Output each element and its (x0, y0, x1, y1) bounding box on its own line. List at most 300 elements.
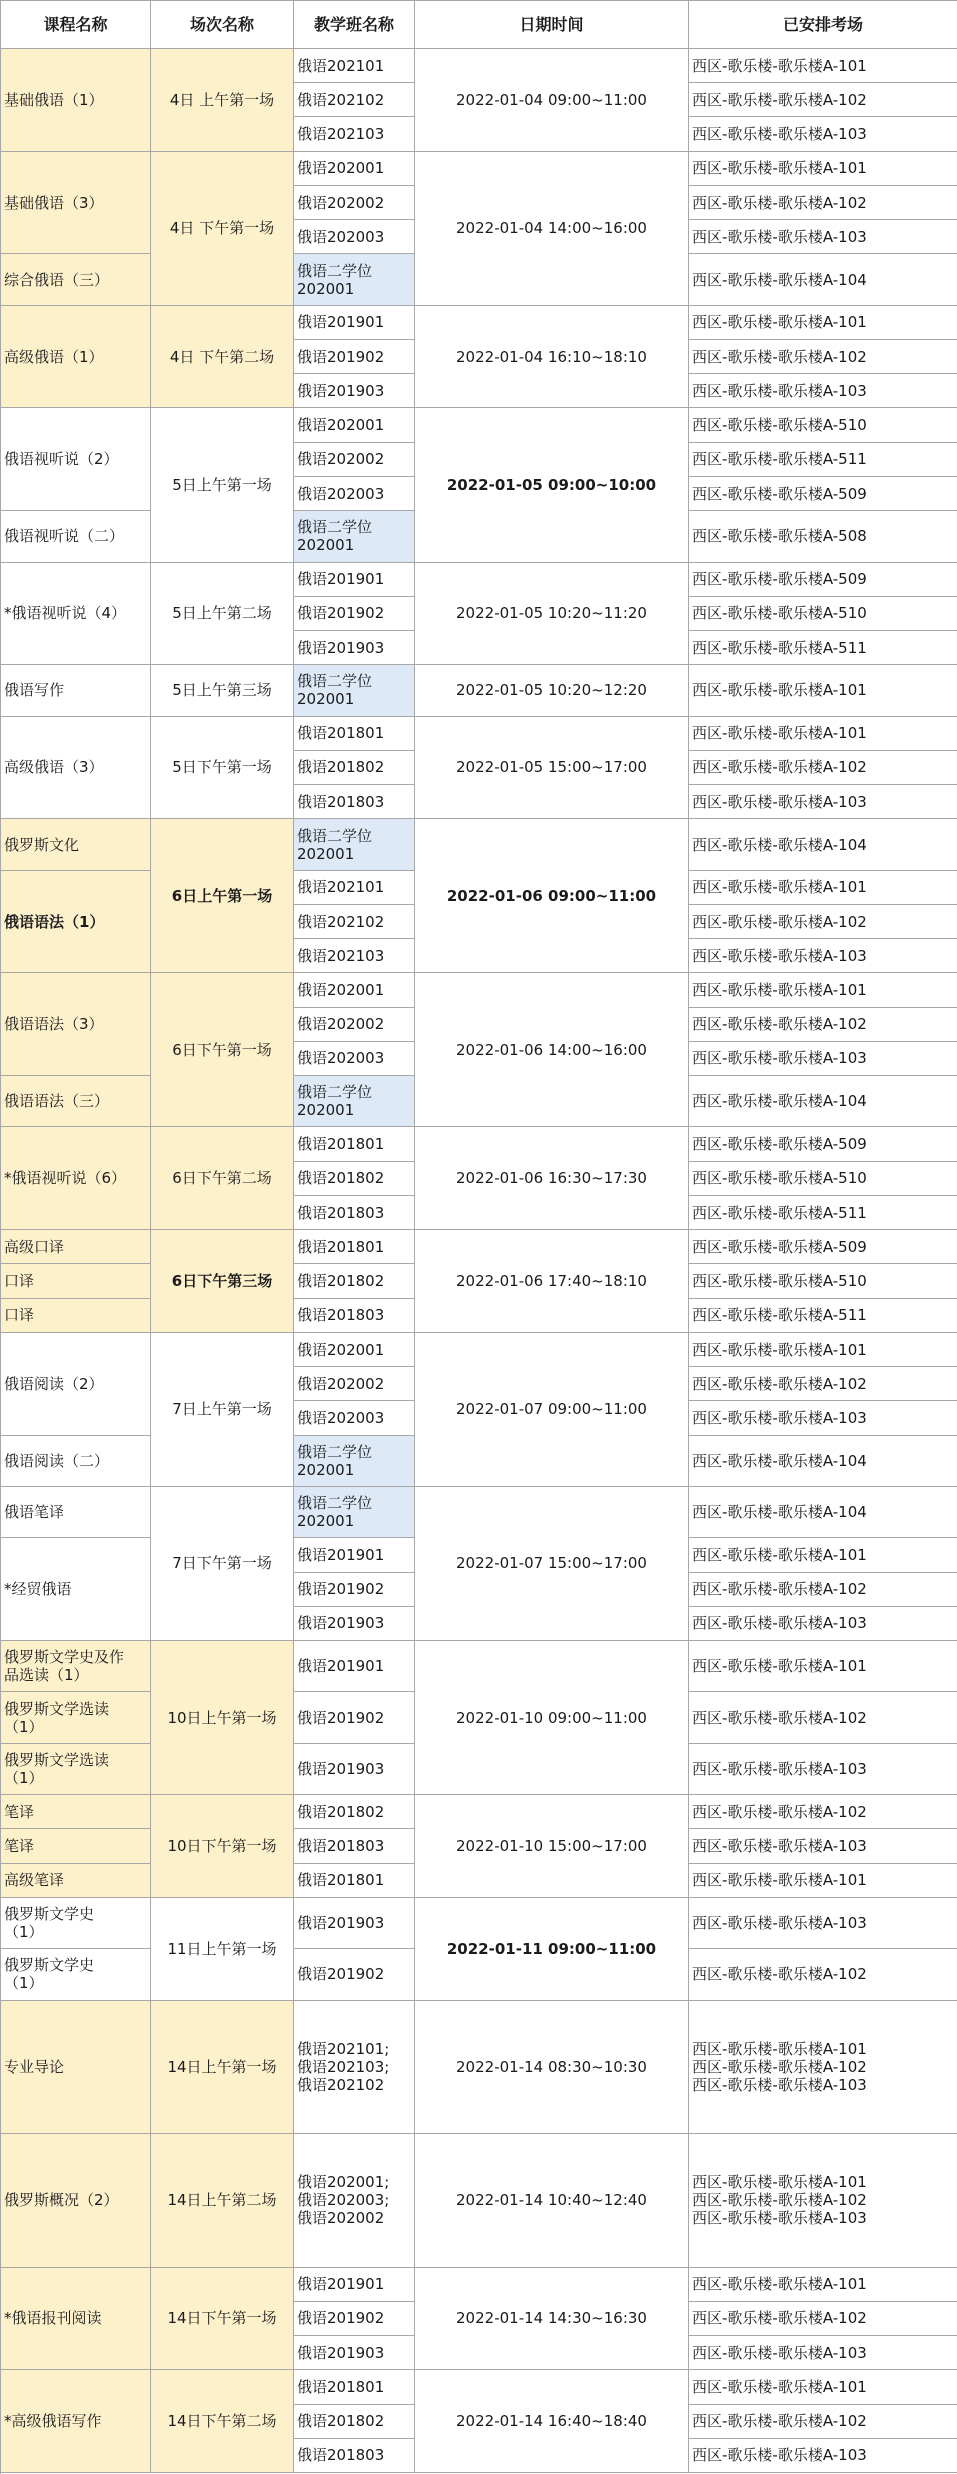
course-name-cell (1, 1898, 151, 1949)
session-name-cell-text: 4日 上午第一场 (169, 90, 275, 109)
exam-room-cell (689, 2302, 957, 2336)
class-name-cell-text: 俄语202001 (297, 981, 385, 1000)
exam-room-cell-text: 西区-歌乐楼-歌乐楼A-102 (692, 347, 867, 366)
class-name-cell-text: 俄语202001 (297, 1340, 385, 1359)
session-name-cell (151, 49, 294, 152)
course-name-cell-text: 基础俄语（1） (4, 90, 104, 109)
exam-room-cell-text: 西区-歌乐楼-歌乐楼A-101 (692, 56, 867, 75)
course-name-cell-text: 俄罗斯文学选读 （1） (4, 1750, 110, 1787)
class-name-cell (294, 83, 415, 117)
class-name-cell-text: 俄语二学位 202001 (297, 826, 373, 863)
exam-room-cell (689, 1641, 957, 1692)
exam-room-cell-text: 西区-歌乐楼-歌乐楼A-101 (692, 878, 867, 897)
exam-room-cell (689, 1864, 957, 1898)
datetime-cell-text: 2022-01-14 08:30~10:30 (456, 2057, 647, 2076)
course-name-cell-text: 俄罗斯文学史 （1） (4, 1956, 95, 1993)
class-name-cell (294, 751, 415, 785)
class-name-cell (294, 220, 415, 254)
class-name-cell (294, 117, 415, 151)
datetime-cell (415, 1795, 689, 1898)
exam-room-cell-text: 西区-歌乐楼-歌乐楼A-103 (692, 1759, 867, 1778)
datetime-cell-text: 2022-01-05 10:20~12:20 (456, 681, 647, 700)
course-name-cell-text: *经贸俄语 (4, 1580, 72, 1599)
class-name-cell-text: 俄语201903 (297, 381, 385, 400)
exam-room-cell-text: 西区-歌乐楼-歌乐楼A-103 (692, 1614, 867, 1633)
exam-room-cell-text: 西区-歌乐楼-歌乐楼A-510 (692, 1272, 867, 1291)
exam-room-cell (689, 186, 957, 220)
class-name-cell-text: 俄语201903 (297, 638, 385, 657)
class-name-cell-text: 俄语201901 (297, 2275, 385, 2294)
exam-room-cell (689, 220, 957, 254)
exam-room-cell-text: 西区-歌乐楼-歌乐楼A-102 (692, 1015, 867, 1034)
course-name-cell-text: *俄语报刊阅读 (4, 2309, 102, 2328)
class-name-cell-text: 俄语202103 (297, 946, 385, 965)
datetime-cell (415, 819, 689, 973)
class-name-cell-text: 俄语二学位 202001 (297, 672, 373, 709)
header-course-text: 课程名称 (43, 14, 108, 34)
datetime-cell-text: 2022-01-04 09:00~11:00 (456, 90, 647, 109)
course-name-cell (1, 1744, 151, 1795)
class-name-cell (294, 2405, 415, 2439)
class-name-cell-text: 俄语201901 (297, 1657, 385, 1676)
exam-room-cell (689, 117, 957, 151)
datetime-cell (415, 665, 689, 716)
session-name-cell (151, 819, 294, 973)
course-name-cell (1, 1230, 151, 1264)
exam-room-cell (689, 785, 957, 819)
header-datetime-text: 日期时间 (519, 14, 584, 34)
datetime-cell (415, 717, 689, 820)
class-name-cell (294, 973, 415, 1007)
datetime-cell (415, 973, 689, 1127)
course-name-cell-text: 俄语笔译 (4, 1503, 65, 1522)
exam-room-cell (689, 1196, 957, 1230)
session-name-cell-text: 5日上午第一场 (172, 476, 272, 495)
exam-room-cell (689, 1573, 957, 1607)
class-name-cell (294, 905, 415, 939)
exam-room-cell (689, 751, 957, 785)
exam-room-cell (689, 2405, 957, 2439)
exam-room-cell-text: 西区-歌乐楼-歌乐楼A-509 (692, 1135, 867, 1154)
session-name-cell (151, 1487, 294, 1641)
datetime-cell (415, 49, 689, 152)
class-name-cell-text: 俄语201902 (297, 604, 385, 623)
exam-room-cell-text: 西区-歌乐楼-歌乐楼A-102 (692, 193, 867, 212)
course-name-cell-text: 专业导论 (4, 2057, 65, 2076)
class-name-cell (294, 1573, 415, 1607)
exam-room-cell (689, 1162, 957, 1196)
session-name-cell-text: 10日上午第一场 (167, 1708, 277, 1727)
exam-room-cell-text: 西区-歌乐楼-歌乐楼A-101 (692, 2377, 867, 2396)
exam-room-cell-text: 西区-歌乐楼-歌乐楼A-509 (692, 570, 867, 589)
exam-room-cell-text: 西区-歌乐楼-歌乐楼A-102 (692, 1965, 867, 1984)
exam-room-cell-text: 西区-歌乐楼-歌乐楼A-511 (692, 1203, 867, 1222)
exam-room-cell-text: 西区-歌乐楼-歌乐楼A-103 (692, 2446, 867, 2465)
course-name-cell-text: 高级口译 (4, 1237, 65, 1256)
datetime-cell (415, 408, 689, 562)
class-name-cell-text: 俄语202102 (297, 90, 385, 109)
class-name-cell (294, 1299, 415, 1333)
class-name-cell (294, 1487, 415, 1538)
class-name-cell-text: 俄语202002 (297, 193, 385, 212)
exam-room-cell-text: 西区-歌乐楼-歌乐楼A-104 (692, 1451, 867, 1470)
exam-room-cell (689, 819, 957, 870)
class-name-cell (294, 1042, 415, 1076)
datetime-cell (415, 1487, 689, 1641)
datetime-cell (415, 563, 689, 666)
session-name-cell-text: 5日上午第三场 (172, 681, 272, 700)
class-name-cell (294, 631, 415, 665)
class-name-cell (294, 408, 415, 442)
class-name-cell (294, 477, 415, 511)
datetime-cell-text: 2022-01-10 09:00~11:00 (456, 1708, 647, 1727)
class-name-cell-text: 俄语二学位 202001 (297, 1494, 373, 1531)
class-name-cell-text: 俄语201802 (297, 1272, 385, 1291)
class-name-cell-text: 俄语201802 (297, 2412, 385, 2431)
class-name-cell-text: 俄语202003 (297, 1049, 385, 1068)
exam-room-cell (689, 1042, 957, 1076)
session-name-cell-text: 4日 下午第一场 (169, 219, 275, 238)
session-name-cell-text: 14日上午第二场 (167, 2191, 277, 2210)
datetime-cell-text: 2022-01-06 16:30~17:30 (456, 1169, 647, 1188)
course-name-cell (1, 1864, 151, 1898)
class-name-cell (294, 254, 415, 305)
session-name-cell (151, 1795, 294, 1898)
class-name-cell-text: 俄语201803 (297, 2446, 385, 2465)
course-name-cell-text: 俄罗斯文学选读 （1） (4, 1699, 110, 1736)
class-name-cell-text: 俄语201802 (297, 1802, 385, 1821)
session-name-cell (151, 1127, 294, 1230)
course-name-cell-text: 俄语写作 (4, 681, 65, 700)
exam-room-cell (689, 1008, 957, 1042)
class-name-cell (294, 1264, 415, 1298)
exam-room-cell-text: 西区-歌乐楼-歌乐楼A-102 (692, 2309, 867, 2328)
exam-room-cell-text: 西区-歌乐楼-歌乐楼A-104 (692, 835, 867, 854)
exam-room-cell-text: 西区-歌乐楼-歌乐楼A-102 (692, 90, 867, 109)
header-class-text: 教学班名称 (313, 14, 394, 34)
header-session (151, 1, 294, 49)
session-name-cell-text: 7日下午第一场 (172, 1554, 272, 1573)
class-name-cell (294, 939, 415, 973)
class-name-cell (294, 340, 415, 374)
course-name-cell-text: 俄语阅读（二） (4, 1451, 110, 1470)
class-name-cell-text: 俄语201901 (297, 313, 385, 332)
class-name-cell (294, 1538, 415, 1572)
class-name-cell-text: 俄语201801 (297, 1135, 385, 1154)
datetime-cell (415, 152, 689, 306)
class-name-cell-text: 俄语二学位 202001 (297, 518, 373, 555)
exam-room-cell-text: 西区-歌乐楼-歌乐楼A-101 (692, 981, 867, 1000)
course-name-cell-text: 高级俄语（3） (4, 758, 104, 777)
course-name-cell (1, 1333, 151, 1436)
session-name-cell (151, 1230, 294, 1333)
class-name-cell (294, 1401, 415, 1435)
class-name-cell (294, 819, 415, 870)
course-name-cell (1, 511, 151, 562)
session-name-cell-text: 6日下午第一场 (172, 1040, 272, 1059)
session-name-cell-text: 5日下午第一场 (172, 758, 272, 777)
exam-room-cell (689, 1367, 957, 1401)
course-name-cell-text: 俄语语法（1） (4, 912, 105, 931)
course-name-cell-text: *俄语视听说（6） (4, 1169, 127, 1188)
exam-room-cell (689, 1607, 957, 1641)
class-name-cell-text: 俄语201803 (297, 792, 385, 811)
course-name-cell-text: 笔译 (4, 1802, 35, 1821)
exam-room-cell-text: 西区-歌乐楼-歌乐楼A-103 (692, 1913, 867, 1932)
exam-room-cell-text: 西区-歌乐楼-歌乐楼A-102 (692, 758, 867, 777)
course-name-cell-text: *高级俄语写作 (4, 2412, 102, 2431)
course-name-cell (1, 1795, 151, 1829)
exam-room-cell (689, 374, 957, 408)
exam-room-cell (689, 631, 957, 665)
exam-room-cell (689, 408, 957, 442)
session-name-cell (151, 2134, 294, 2268)
exam-room-cell-text: 西区-歌乐楼-歌乐楼A-101 (692, 724, 867, 743)
course-name-cell (1, 1829, 151, 1863)
datetime-cell-text: 2022-01-14 16:40~18:40 (456, 2412, 647, 2431)
exam-room-cell (689, 1795, 957, 1829)
class-name-cell (294, 665, 415, 716)
exam-room-cell (689, 1264, 957, 1298)
class-name-cell (294, 49, 415, 83)
datetime-cell (415, 1898, 689, 2001)
class-name-cell (294, 306, 415, 340)
datetime-cell (415, 2370, 689, 2473)
exam-room-cell-text: 西区-歌乐楼-歌乐楼A-101 (692, 1871, 867, 1890)
exam-room-cell-text: 西区-歌乐楼-歌乐楼A-509 (692, 1237, 867, 1256)
session-name-cell (151, 973, 294, 1127)
exam-room-cell (689, 563, 957, 597)
class-name-cell-text: 俄语202103 (297, 125, 385, 144)
class-name-cell-text: 俄语202101 (297, 56, 385, 75)
class-name-cell (294, 597, 415, 631)
course-name-cell-text: 笔译 (4, 1836, 35, 1855)
session-name-cell (151, 665, 294, 716)
class-name-cell (294, 1367, 415, 1401)
header-session-text: 场次名称 (189, 14, 254, 34)
course-name-cell (1, 49, 151, 152)
session-name-cell-text: 14日上午第一场 (167, 2057, 277, 2076)
exam-room-cell (689, 1829, 957, 1863)
course-name-cell-text: 口译 (4, 1306, 35, 1325)
exam-room-cell-text: 西区-歌乐楼-歌乐楼A-103 (692, 1049, 867, 1068)
class-name-cell (294, 1795, 415, 1829)
class-name-cell-text: 俄语二学位 202001 (297, 261, 373, 298)
session-name-cell (151, 306, 294, 409)
exam-room-cell (689, 2268, 957, 2302)
datetime-cell (415, 1230, 689, 1333)
class-name-cell-text: 俄语202101 (297, 878, 385, 897)
exam-room-cell-text: 西区-歌乐楼-歌乐楼A-104 (692, 270, 867, 289)
class-name-cell-text: 俄语201801 (297, 724, 385, 743)
datetime-cell-text: 2022-01-04 16:10~18:10 (456, 347, 647, 366)
datetime-cell-text: 2022-01-06 09:00~11:00 (446, 886, 657, 905)
course-name-cell (1, 1487, 151, 1538)
class-name-cell (294, 511, 415, 562)
class-name-cell (294, 1008, 415, 1042)
exam-room-cell (689, 340, 957, 374)
class-name-cell-text: 俄语201803 (297, 1836, 385, 1855)
course-name-cell (1, 254, 151, 305)
class-name-cell-text: 俄语202003 (297, 484, 385, 503)
exam-room-cell-text: 西区-歌乐楼-歌乐楼A-103 (692, 381, 867, 400)
exam-room-cell-text: 西区-歌乐楼-歌乐楼A-509 (692, 484, 867, 503)
session-name-cell-text: 14日下午第一场 (167, 2309, 277, 2328)
datetime-cell-text: 2022-01-06 17:40~18:10 (456, 1272, 647, 1291)
exam-room-cell-text: 西区-歌乐楼-歌乐楼A-103 (692, 125, 867, 144)
session-name-cell (151, 2370, 294, 2473)
exam-room-cell (689, 477, 957, 511)
course-name-cell (1, 152, 151, 255)
class-name-cell (294, 1127, 415, 1161)
class-name-cell (294, 1436, 415, 1487)
exam-room-cell-text: 西区-歌乐楼-歌乐楼A-102 (692, 912, 867, 931)
datetime-cell-text: 2022-01-05 15:00~17:00 (456, 758, 647, 777)
class-name-cell-text: 俄语201902 (297, 2309, 385, 2328)
exam-room-cell-text: 西区-歌乐楼-歌乐楼A-102 (692, 1802, 867, 1821)
course-name-cell (1, 306, 151, 409)
exam-room-cell-text: 西区-歌乐楼-歌乐楼A-102 (692, 1580, 867, 1599)
course-name-cell (1, 1949, 151, 2000)
exam-room-cell (689, 1744, 957, 1795)
class-name-cell (294, 2268, 415, 2302)
class-name-cell (294, 717, 415, 751)
exam-room-cell-text: 西区-歌乐楼-歌乐楼A-102 (692, 1708, 867, 1727)
class-name-cell (294, 152, 415, 186)
course-name-cell-text: 俄语视听说（二） (4, 527, 125, 546)
datetime-cell-text: 2022-01-05 10:20~11:20 (456, 604, 647, 623)
datetime-cell-text: 2022-01-10 15:00~17:00 (456, 1836, 647, 1855)
exam-room-cell-text: 西区-歌乐楼-歌乐楼A-511 (692, 1306, 867, 1325)
class-name-cell (294, 186, 415, 220)
exam-room-cell (689, 1333, 957, 1367)
class-name-cell (294, 1641, 415, 1692)
datetime-cell-text: 2022-01-11 09:00~11:00 (446, 1939, 657, 1958)
course-name-cell (1, 1127, 151, 1230)
datetime-cell (415, 1127, 689, 1230)
datetime-cell (415, 2134, 689, 2268)
course-name-cell (1, 665, 151, 716)
session-name-cell-text: 10日下午第一场 (167, 1836, 277, 1855)
class-name-cell-text: 俄语202001 (297, 159, 385, 178)
course-name-cell-text: 俄罗斯文化 (4, 835, 80, 854)
course-name-cell (1, 1538, 151, 1641)
class-name-cell-text: 俄语201902 (297, 347, 385, 366)
exam-room-cell-text: 西区-歌乐楼-歌乐楼A-510 (692, 604, 867, 623)
exam-room-cell-text: 西区-歌乐楼-歌乐楼A-508 (692, 527, 867, 546)
session-name-cell (151, 1333, 294, 1487)
class-name-cell-text: 俄语二学位 202001 (297, 1442, 373, 1479)
exam-room-cell-text: 西区-歌乐楼-歌乐楼A-101 (692, 681, 867, 700)
session-name-cell (151, 563, 294, 666)
datetime-cell (415, 306, 689, 409)
exam-room-cell (689, 511, 957, 562)
course-name-cell (1, 717, 151, 820)
datetime-cell-text: 2022-01-06 14:00~16:00 (456, 1040, 647, 1059)
course-name-cell (1, 2268, 151, 2371)
exam-room-cell (689, 1949, 957, 2000)
exam-room-cell-text: 西区-歌乐楼-歌乐楼A-101 (692, 1657, 867, 1676)
exam-room-cell-text: 西区-歌乐楼-歌乐楼A-103 (692, 946, 867, 965)
course-name-cell-text: 俄语语法（3） (4, 1015, 104, 1034)
class-name-cell (294, 1162, 415, 1196)
class-name-cell-text: 俄语201903 (297, 1759, 385, 1778)
session-name-cell (151, 1641, 294, 1795)
exam-room-cell (689, 871, 957, 905)
exam-room-cell-text: 西区-歌乐楼-歌乐楼A-101 (692, 2275, 867, 2294)
session-name-cell (151, 408, 294, 562)
exam-room-cell-text: 西区-歌乐楼-歌乐楼A-510 (692, 1169, 867, 1188)
exam-room-cell (689, 973, 957, 1007)
header-datetime (415, 1, 689, 49)
class-name-cell (294, 2439, 415, 2473)
course-name-cell-text: 俄罗斯文学史 （1） (4, 1904, 95, 1941)
datetime-cell (415, 2001, 689, 2135)
class-name-cell-text: 俄语202101; 俄语202103; 俄语202102 (297, 2039, 390, 2094)
class-name-cell-text: 俄语202002 (297, 1374, 385, 1393)
exam-room-cell-text: 西区-歌乐楼-歌乐楼A-101 西区-歌乐楼-歌乐楼A-102 西区-歌乐楼-歌乐楼A-103 (692, 2173, 867, 2228)
session-name-cell-text: 4日 下午第二场 (169, 347, 275, 366)
datetime-cell-text: 2022-01-14 14:30~16:30 (456, 2309, 647, 2328)
class-name-cell (294, 871, 415, 905)
class-name-cell (294, 1829, 415, 1863)
class-name-cell (294, 1692, 415, 1743)
datetime-cell-text: 2022-01-05 09:00~10:00 (446, 476, 657, 495)
class-name-cell (294, 2001, 415, 2135)
exam-room-cell (689, 152, 957, 186)
class-name-cell-text: 俄语201902 (297, 1965, 385, 1984)
exam-room-cell (689, 49, 957, 83)
header-class (294, 1, 415, 49)
course-name-cell-text: 高级俄语（1） (4, 347, 104, 366)
class-name-cell (294, 563, 415, 597)
class-name-cell-text: 俄语202001; 俄语202003; 俄语202002 (297, 2173, 390, 2228)
header-room (689, 1, 957, 49)
course-name-cell (1, 1692, 151, 1743)
class-name-cell-text: 俄语201901 (297, 1545, 385, 1564)
class-name-cell (294, 1333, 415, 1367)
class-name-cell-text: 俄语二学位 202001 (297, 1083, 373, 1120)
course-name-cell (1, 2001, 151, 2135)
exam-room-cell (689, 1487, 957, 1538)
exam-room-cell-text: 西区-歌乐楼-歌乐楼A-101 (692, 159, 867, 178)
class-name-cell-text: 俄语201801 (297, 1237, 385, 1256)
session-name-cell (151, 2268, 294, 2371)
course-name-cell (1, 1076, 151, 1127)
class-name-cell-text: 俄语201903 (297, 2343, 385, 2362)
session-name-cell-text: 7日上午第一场 (172, 1400, 272, 1419)
class-name-cell-text: 俄语201802 (297, 758, 385, 777)
exam-room-cell (689, 2001, 957, 2135)
datetime-cell-text: 2022-01-14 10:40~12:40 (456, 2191, 647, 2210)
course-name-cell-text: 俄语语法（三） (4, 1092, 110, 1111)
course-name-cell (1, 1264, 151, 1298)
exam-room-cell-text: 西区-歌乐楼-歌乐楼A-103 (692, 1408, 867, 1427)
class-name-cell (294, 2302, 415, 2336)
class-name-cell-text: 俄语201903 (297, 1913, 385, 1932)
exam-room-cell (689, 665, 957, 716)
class-name-cell (294, 1744, 415, 1795)
session-name-cell-text: 6日下午第三场 (171, 1272, 273, 1291)
class-name-cell (294, 1076, 415, 1127)
datetime-cell (415, 1333, 689, 1487)
session-name-cell-text: 6日下午第二场 (172, 1169, 272, 1188)
course-name-cell (1, 1299, 151, 1333)
session-name-cell-text: 14日下午第二场 (167, 2412, 277, 2431)
exam-room-cell-text: 西区-歌乐楼-歌乐楼A-102 (692, 1374, 867, 1393)
course-name-cell-text: 俄语阅读（2） (4, 1374, 104, 1393)
session-name-cell-text: 11日上午第一场 (167, 1939, 277, 1958)
